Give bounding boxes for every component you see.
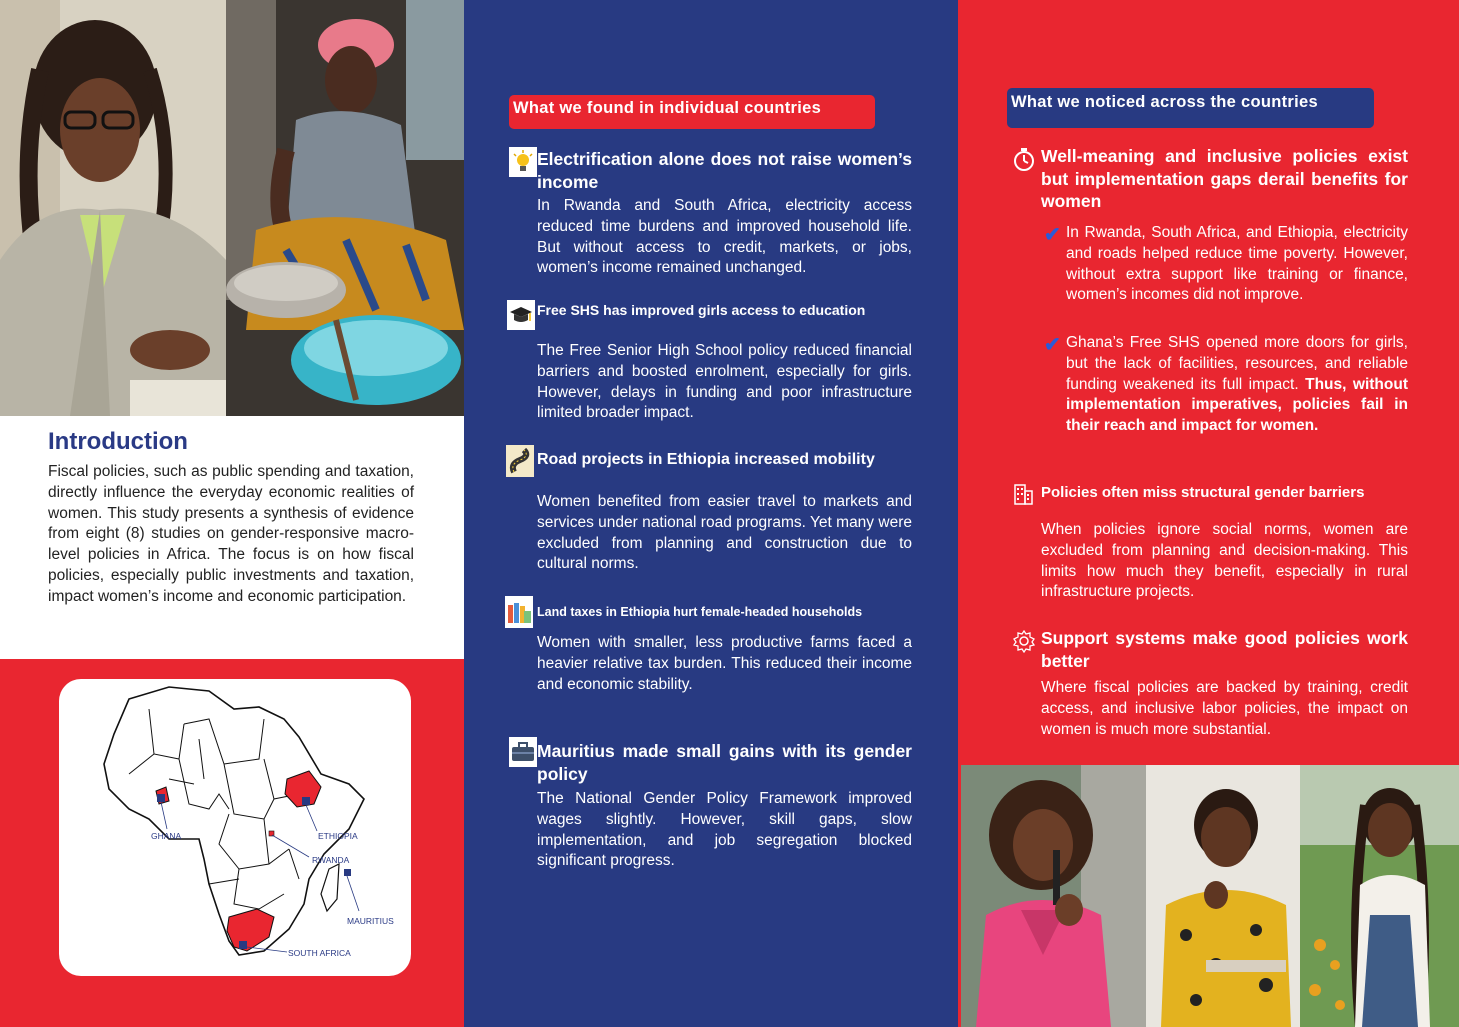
- found-item-5-body: The National Gender Policy Framework improved wages slightly. However, skill gaps, slow implementation, and job segregation blocked significant progress.: [537, 790, 912, 870]
- found-heading-pill: [509, 95, 875, 129]
- africa-outline: [104, 687, 364, 955]
- noticed-item-2-title: Policies often miss structural gender barriers: [1041, 484, 1365, 501]
- noticed-item-1-title: Well-meaning and inclusive policies exist but implementation gaps derail benefits for women: [1041, 146, 1408, 211]
- introduction-text: Fiscal policies, such as public spending and taxation, directly influence the everyday economic realities of women. This study presents a synthesis of evidence from eight (8) studies on gender-responsive macro-level policies in Africa. The focus is on how fiscal policies, especially public investments and taxation, impact women’s income and economic participation.: [48, 463, 414, 605]
- noticed-item-1-bullet-1: In Rwanda, South Africa, and Ethiopia, electricity and roads helped reduce time poverty. However, without extra support like training or finance, women’s incomes did not improve.: [1066, 224, 1408, 304]
- south-africa-marker: [239, 941, 247, 949]
- found-item-1-body: In Rwanda and South Africa, electricity access reduced time burdens and improved household life. But without access to credit, markets, or jobs, women’s income remained unchanged.: [537, 197, 912, 277]
- noticed-item-2-body: When policies ignore social norms, women are excluded from planning and decision-making. This limits how much they benefit, especially in rural infrastructure projects.: [1041, 521, 1408, 601]
- introduction-title: Introduction: [48, 428, 188, 455]
- introduction-section: [0, 416, 464, 659]
- found-item-3-title: Road projects in Ethiopia increased mobility: [537, 451, 875, 468]
- check-icon: ✔: [1044, 334, 1061, 356]
- middle-panel: [464, 0, 958, 1027]
- ghana-marker: [157, 794, 165, 802]
- found-item-5-title: Mauritius made small gains with its gender policy: [537, 741, 912, 784]
- building-icon: [1012, 481, 1034, 510]
- map-label-ghana: GHANA: [151, 831, 182, 841]
- africa-map: [59, 679, 411, 976]
- road-icon: [506, 445, 534, 477]
- map-label-mauritius: MAURITIUS: [347, 916, 394, 926]
- check-icon: ✔: [1044, 224, 1061, 246]
- noticed-item-1-bullet-2: [1066, 333, 1408, 437]
- noticed-heading: What we noticed across the countries: [1011, 93, 1318, 111]
- found-item-4-title: Land taxes in Ethiopia hurt female-headed households: [537, 605, 863, 619]
- photo-woman-garden: [1300, 765, 1459, 1027]
- noticed-item-1-bullet-2-bold: Thus, without implementation imperatives, policies fail in their reach and impact for women.: [1066, 375, 1408, 435]
- stopwatch-icon: [1012, 146, 1036, 177]
- africa-map-card: [59, 679, 411, 976]
- noticed-item-3-body: Where fiscal policies are backed by training, credit access, and inclusive labor policies, the impact on women is much more substantial.: [1041, 679, 1408, 738]
- books-icon: [505, 596, 533, 628]
- found-item-3-body: Women benefited from easier travel to markets and services under national road programs. Yet many were excluded from planning and construction due to cultural norms.: [537, 493, 912, 573]
- madagascar-shape: [321, 864, 339, 911]
- lightbulb-icon: [509, 147, 537, 177]
- found-item-1-title: Electrification alone does not raise women’s income: [537, 149, 912, 192]
- found-item-2-body: The Free Senior High School policy reduced financial barriers and boosted enrolment, especially for girls. However, delays in funding and poor infrastructure limited broader impact.: [537, 342, 912, 422]
- photo-woman-microphone: [961, 765, 1146, 1027]
- briefcase-icon: [509, 737, 537, 767]
- found-item-2-title: Free SHS has improved girls access to education: [537, 302, 866, 318]
- map-label-ethiopia: ETHIOPIA: [318, 831, 358, 841]
- noticed-item-1-bullet-2-text: Ghana’s Free SHS opened more doors for girls, but the lack of facilities, resources, and reliable funding weakened its full impact.: [1066, 334, 1408, 393]
- gear-icon: [1012, 629, 1036, 658]
- rwanda-shape: [269, 831, 274, 836]
- photo-woman-blazer: [0, 0, 226, 416]
- map-label-south-africa: SOUTH AFRICA: [288, 948, 351, 958]
- ethiopia-marker: [302, 797, 310, 805]
- graduation-cap-icon: [507, 300, 535, 330]
- noticed-item-3-title: Support systems make good policies work better: [1041, 628, 1408, 671]
- left-panel: [0, 0, 464, 1027]
- photo-woman-book: [1146, 765, 1300, 1027]
- found-heading: What we found in individual countries: [513, 99, 822, 117]
- photo-woman-basin: [226, 0, 464, 416]
- map-label-rwanda: RWANDA: [312, 855, 350, 865]
- noticed-heading-pill: [1007, 88, 1374, 128]
- right-panel: [958, 0, 1459, 1027]
- found-item-4-body: Women with smaller, less productive farms faced a heavier relative tax burden. This reduced their income and economic stability.: [537, 634, 912, 693]
- mauritius-marker: [344, 869, 351, 876]
